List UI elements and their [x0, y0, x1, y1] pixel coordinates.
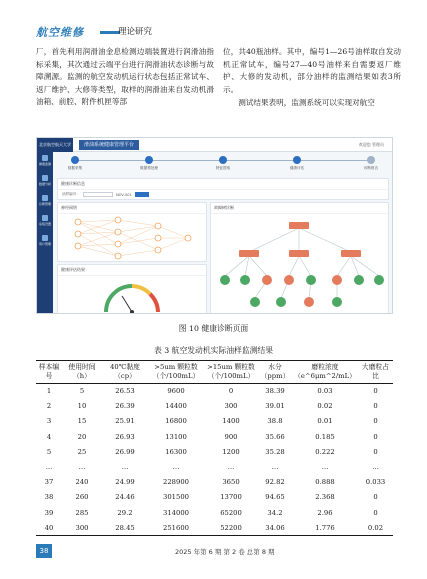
- table-cell: 240: [75, 478, 89, 487]
- table-cell: 0.02: [317, 402, 333, 411]
- app-title: 滑油系统健康管理平台: [79, 140, 139, 150]
- step-4: 健康评估: [277, 156, 317, 171]
- table-cell: 14400: [165, 402, 187, 411]
- table-row: [36, 429, 393, 444]
- table-row: [36, 414, 393, 429]
- neural-network-diagram: [58, 214, 206, 262]
- table-cell: 39.01: [265, 402, 285, 411]
- table-cell: 25: [77, 447, 87, 456]
- table-row: [36, 384, 393, 399]
- form-value: NOV-001: [115, 192, 132, 197]
- sample-id-field: [83, 192, 113, 197]
- table-cell: 34.06: [258, 520, 292, 535]
- table-cell: 0: [373, 493, 378, 502]
- diagnosis-icon: [42, 195, 48, 201]
- table-cell: 38.8: [267, 417, 283, 426]
- table-cell: 301500: [163, 493, 189, 502]
- table-cell: 26.39: [115, 402, 135, 411]
- table-cell: 0: [373, 432, 378, 441]
- step-5: 诊断报告: [351, 156, 391, 171]
- table-cell: 26.93: [115, 432, 135, 441]
- table-header-row: [36, 361, 393, 384]
- table-row: [36, 399, 393, 414]
- table-cell: 0.033: [365, 478, 386, 487]
- table-row: [36, 444, 393, 459]
- table-cell: 0: [373, 447, 378, 456]
- table-cell: …: [78, 463, 86, 472]
- table-cell: …: [121, 463, 129, 472]
- root-fault-node: [289, 222, 309, 229]
- table-cell: …: [372, 463, 379, 472]
- col-moisture: 水分（ppm）: [258, 361, 292, 384]
- col-large-wear-ratio: 大磨粒占比: [358, 361, 393, 384]
- table-cell: 34.2: [267, 508, 283, 517]
- journal-brand: 航空维修: [36, 26, 84, 39]
- table-cell: …: [321, 463, 329, 472]
- ok-node: [332, 297, 342, 307]
- table-cell: 0.888: [315, 478, 335, 487]
- table-cell: 0.02: [358, 520, 393, 535]
- table-row: [36, 490, 393, 505]
- app-user: 欢迎您 管理员: [358, 141, 384, 147]
- health-gauge: [58, 276, 206, 314]
- sidebar-item-users: 用户管理: [37, 232, 53, 248]
- col-sample-id: 样本编号: [36, 361, 62, 384]
- step-3: 特征提取: [203, 156, 243, 171]
- sidebar-item-health: 健康监测: [37, 152, 53, 168]
- fault-node: [341, 250, 361, 257]
- app-topbar: [37, 138, 392, 152]
- page-header: [0, 0, 427, 42]
- page-footer: [0, 544, 427, 560]
- table-cell: 2.368: [315, 493, 335, 502]
- table-cell: 0: [373, 508, 378, 517]
- table-cell: …: [45, 463, 53, 472]
- table-cell: 26.99: [115, 447, 135, 456]
- sidebar-item-settings: 系统设置: [37, 212, 53, 228]
- table-row: [36, 520, 393, 535]
- sidebar-item-analysis: 数据分析: [37, 172, 53, 188]
- fault-node: [289, 250, 309, 257]
- ok-node: [276, 297, 286, 307]
- table-cell: 38.39: [265, 387, 285, 396]
- fault-node: [239, 250, 259, 257]
- table-cell: 35.28: [265, 447, 285, 456]
- neural-network-panel: [57, 202, 207, 262]
- table-cell: 300: [224, 402, 238, 411]
- health-diagnosis-screenshot: [36, 137, 393, 314]
- table-cell: 40: [36, 520, 62, 535]
- tree-panel-title: 故障树诊断: [211, 203, 388, 214]
- ok-node: [220, 275, 230, 285]
- fault-leaf: [332, 275, 342, 285]
- table-caption: 表 3 航空发动机实际油样监测结果: [153, 346, 274, 355]
- query-button: [135, 192, 149, 197]
- diagnosis-info-panel: [57, 178, 389, 200]
- table-cell: 39: [44, 508, 54, 517]
- table-cell: 16300: [165, 447, 187, 456]
- table-cell: 0: [373, 387, 378, 396]
- table-row: [36, 459, 393, 474]
- table-cell: 10: [77, 402, 87, 411]
- sidebar-item-diagnosis: 诊断管理: [37, 192, 53, 208]
- table-cell: 38: [44, 493, 54, 502]
- gear-icon: [42, 215, 48, 221]
- table-cell: 92.82: [265, 478, 285, 487]
- table-cell: 285: [75, 508, 89, 517]
- net-panel-title: 神经网络: [58, 203, 206, 214]
- right-paragraph-2: 测试结果表明，监测系统可以实现对航空: [238, 98, 375, 107]
- table-cell: 24.46: [115, 493, 135, 502]
- step-1: 数据采集: [55, 156, 95, 171]
- table-row: [36, 505, 393, 520]
- table-cell: 300: [62, 520, 102, 535]
- table-cell: 0.01: [317, 417, 333, 426]
- col-particles-5um: >5um 颗粒数（个/100mL）: [148, 361, 204, 384]
- table-cell: 0: [373, 402, 378, 411]
- table-cell: 3: [46, 417, 52, 426]
- table-cell: 24.99: [115, 478, 135, 487]
- table-cell: 20: [77, 432, 87, 441]
- right-paragraph-1: 位，共40瓶油样。其中，编号1—26号油样取自发动机正常试车，编号27—40号油样来自需要返厂维护、大修的发动机，部分油样的监测结果如表3所示。: [223, 47, 401, 94]
- table-cell: 15: [77, 417, 87, 426]
- table-cell: 900: [224, 432, 238, 441]
- table-row: [36, 475, 393, 490]
- table-cell: 35.66: [265, 432, 285, 441]
- app-sidebar: [37, 152, 53, 314]
- table-cell: 1400: [222, 417, 240, 426]
- table-cell: 2.96: [317, 508, 333, 517]
- table-cell: 0.185: [315, 432, 335, 441]
- sample-form-row: [58, 190, 388, 199]
- figure-caption: 图 10 健康诊断页面: [178, 324, 249, 333]
- step-2: 数据预处理: [129, 156, 169, 171]
- fault-leaf: [304, 297, 314, 307]
- gauge-panel-title: 健康评估结果: [58, 265, 206, 276]
- table-cell: 1: [46, 387, 52, 396]
- issue-info: 2025 年第 6 期 第 2 卷 总第 8 期: [175, 548, 275, 556]
- table-cell: 28.45: [102, 520, 148, 535]
- table-cell: …: [227, 463, 235, 472]
- fault-tree-diagram: [211, 214, 388, 314]
- ok-node: [250, 297, 260, 307]
- monitor-icon: [42, 155, 48, 161]
- left-column: [36, 46, 214, 109]
- table-cell: 65200: [220, 508, 242, 517]
- col-viscosity: 40℃黏度（cp）: [102, 361, 148, 384]
- health-gauge-panel: [57, 264, 207, 314]
- ok-node: [306, 275, 316, 285]
- col-wear-concentration: 磨粒浓度（e^6μm^2/mL）: [292, 361, 358, 384]
- table-cell: 228900: [163, 478, 189, 487]
- table-cell: 13100: [165, 432, 187, 441]
- table-cell: 0: [228, 387, 234, 396]
- fault-leaf: [262, 275, 272, 285]
- form-panel-title: 健康诊断信息: [58, 179, 388, 190]
- right-column: [223, 46, 401, 110]
- chart-icon: [42, 175, 48, 181]
- section-label: 理论研究: [118, 27, 153, 37]
- table-cell: 52200: [204, 520, 258, 535]
- table-cell: 260: [75, 493, 89, 502]
- brand-divider: [100, 31, 120, 34]
- table-cell: 0.03: [317, 387, 333, 396]
- table-cell: 16800: [165, 417, 187, 426]
- table-cell: 9600: [167, 387, 185, 396]
- fault-tree-panel: [210, 202, 389, 314]
- table-cell: …: [271, 463, 279, 472]
- page-number: 38: [36, 544, 52, 558]
- table-cell: 29.2: [117, 508, 133, 517]
- table-cell: 1200: [222, 447, 240, 456]
- form-label: 油样编号：: [62, 192, 80, 196]
- ok-node: [374, 275, 384, 285]
- table-cell: 5: [46, 447, 52, 456]
- table-cell: 314000: [163, 508, 189, 517]
- oil-sample-table: [36, 360, 393, 536]
- fault-leaf: [284, 275, 294, 285]
- user-icon: [42, 235, 48, 241]
- table-cell: 94.65: [265, 493, 285, 502]
- table-cell: 2: [46, 402, 52, 411]
- table-cell: 37: [44, 478, 54, 487]
- gauge-needle: [122, 296, 132, 312]
- col-particles-15um: >15um 颗粒数（个/100mL）: [204, 361, 258, 384]
- table-cell: 251600: [148, 520, 204, 535]
- table-cell: 26.53: [115, 387, 135, 396]
- table-cell: 13700: [220, 493, 242, 502]
- col-usage-time: 使用时间（h）: [62, 361, 102, 384]
- table-cell: 5: [79, 387, 85, 396]
- table-cell: 0.222: [315, 447, 335, 456]
- app-logo: 北京航空航天大学: [37, 138, 73, 152]
- table-cell: 1.776: [292, 520, 358, 535]
- ok-node: [240, 275, 250, 285]
- workflow-steps: [55, 154, 391, 176]
- left-paragraph: 厂，首先利用润滑油金息检测边端装置进行润滑油指标采集，其次通过云端平台进行润滑油状态诊断与故障溯源。监测的航空发动机运行状态包括正常试车、返厂维护、大修等类型，取样的润滑油来自发动机滑油箱、前腔、附件机匣等部: [36, 47, 214, 106]
- table-cell: 3650: [222, 478, 240, 487]
- table-cell: 4: [46, 432, 52, 441]
- table-cell: 25.91: [115, 417, 135, 426]
- table-cell: 0: [373, 417, 378, 426]
- table-cell: …: [172, 463, 180, 472]
- ok-node: [354, 275, 364, 285]
